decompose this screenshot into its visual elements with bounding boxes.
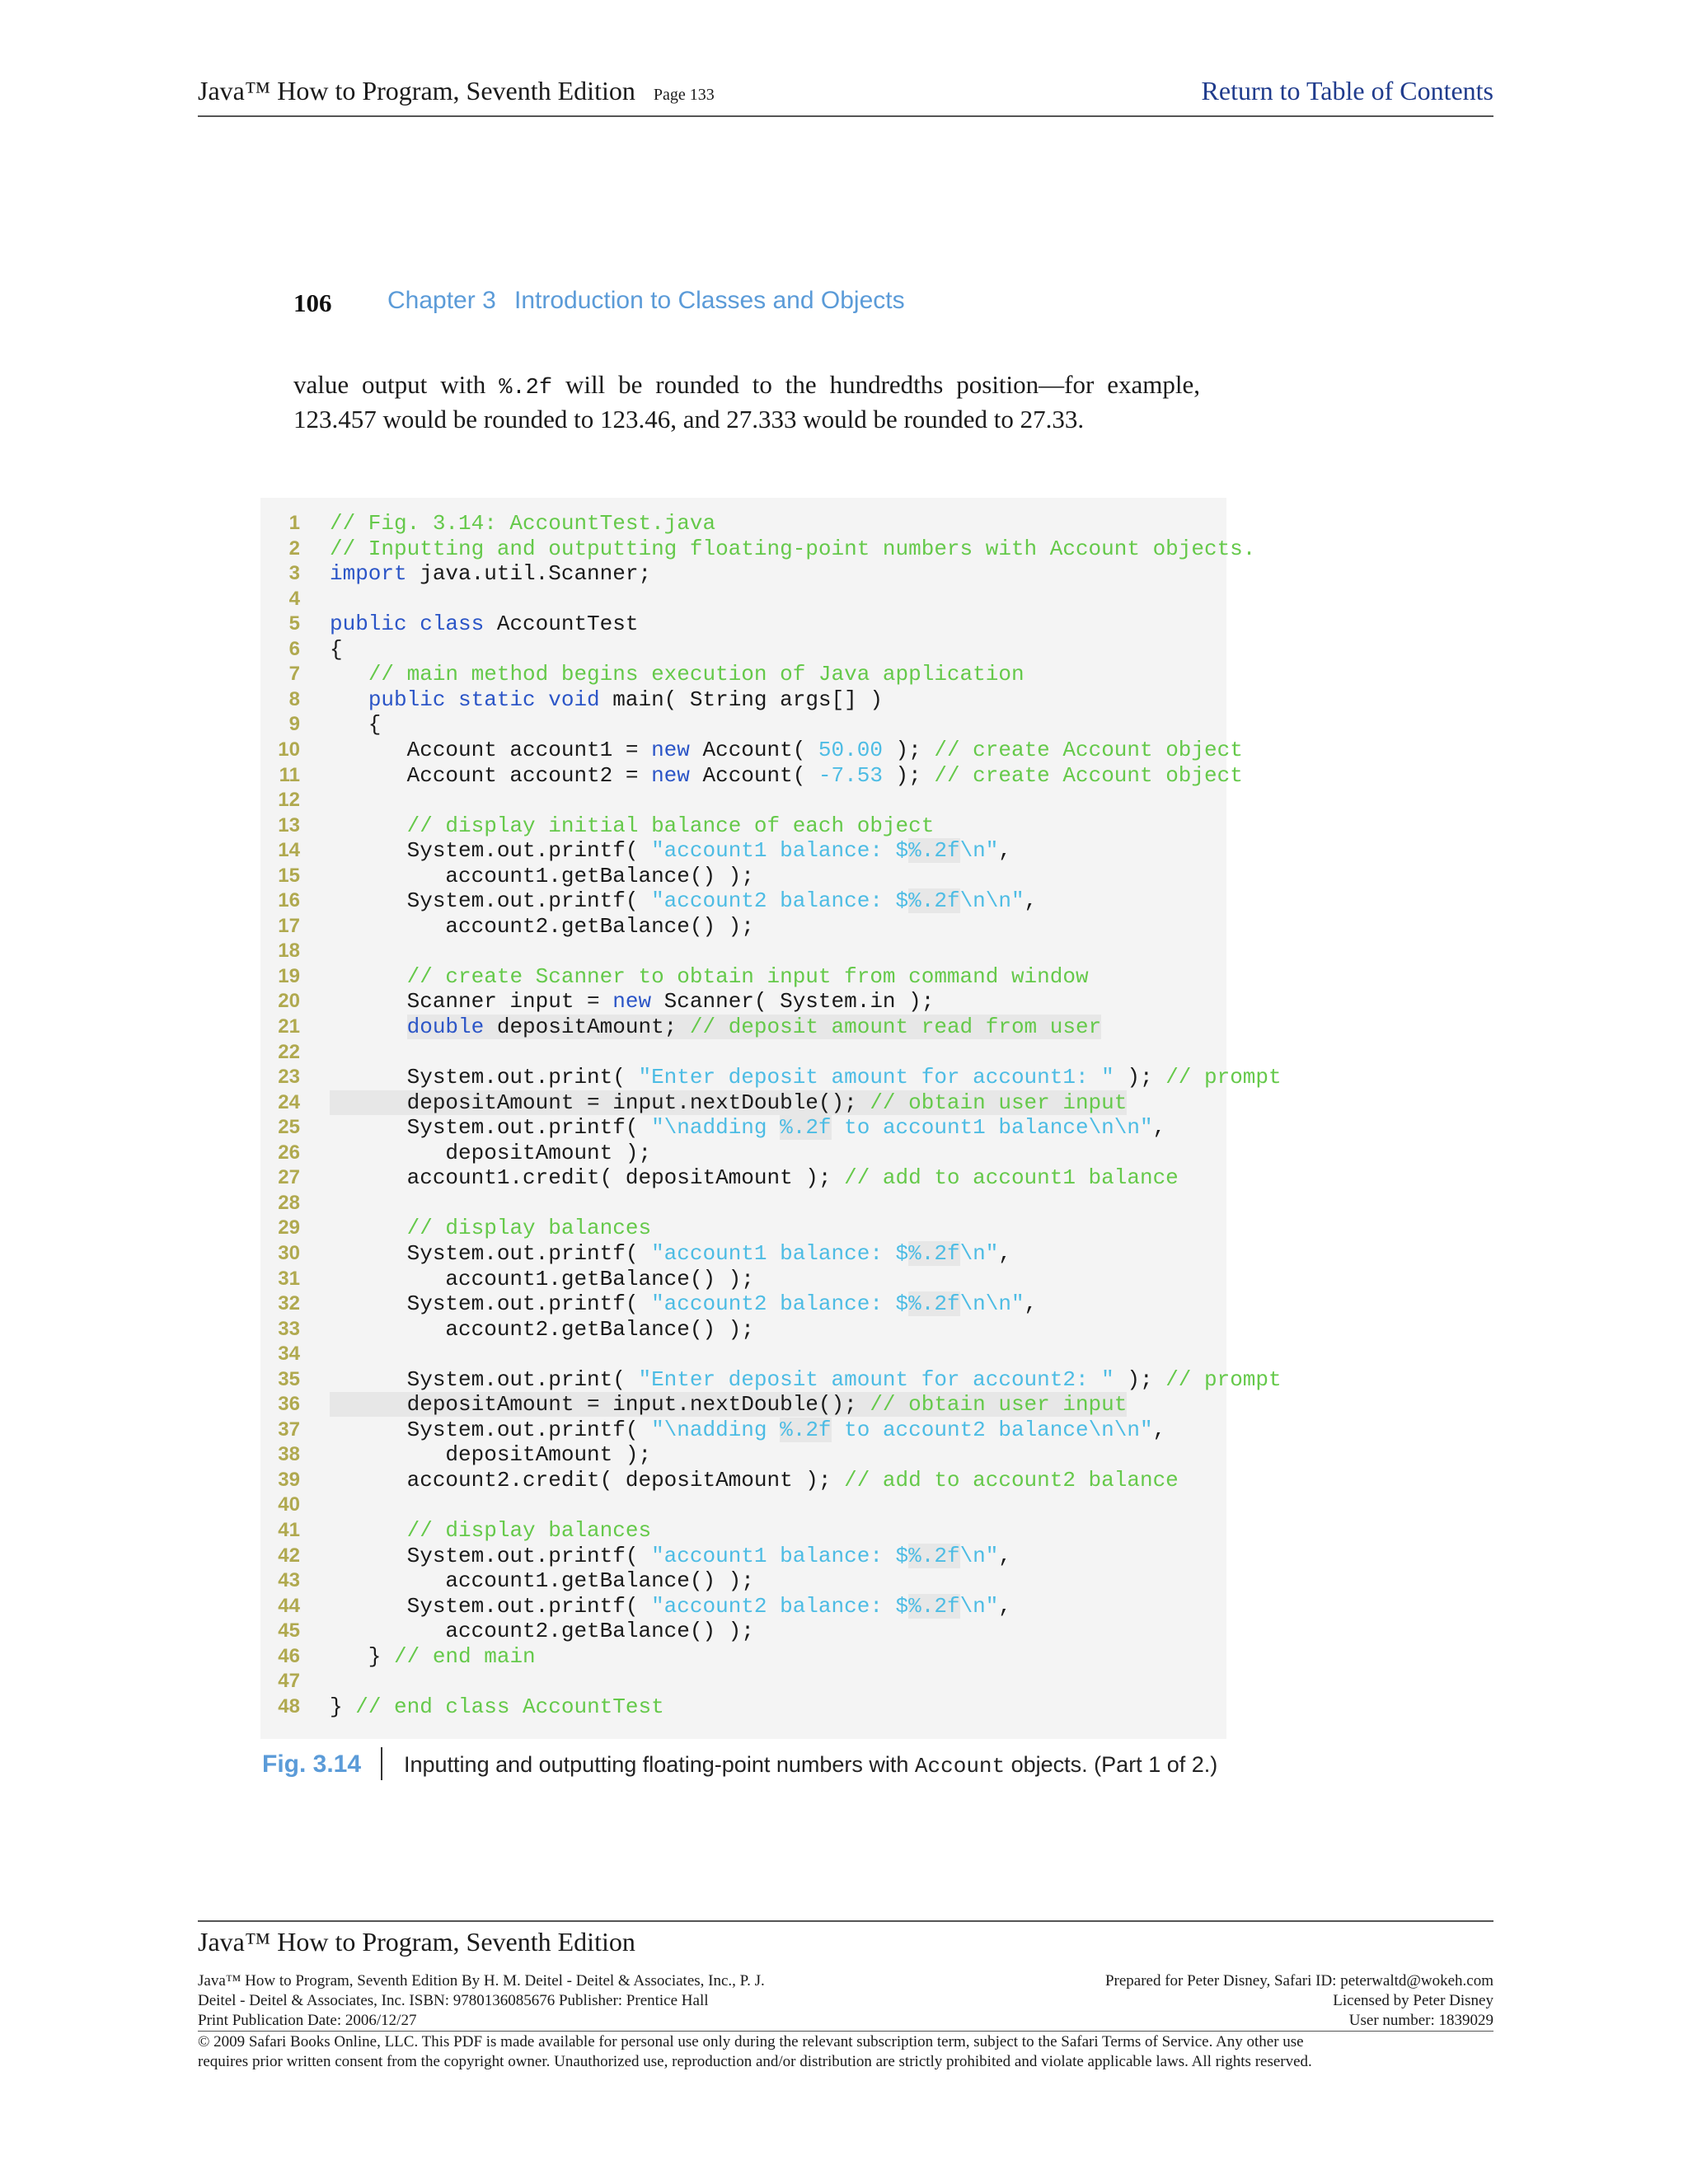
code-token: , — [1024, 888, 1038, 913]
code-line — [272, 1418, 1166, 1442]
code-token: "account2 balance: $ — [651, 1291, 909, 1316]
code-token: System.out.printf( — [330, 838, 652, 863]
code-line — [272, 1165, 1179, 1190]
code-line-text — [330, 662, 1025, 687]
code-line — [272, 1015, 1102, 1039]
code-token: "Enter deposit amount for account2: " — [638, 1367, 1114, 1392]
code-token: %.2f — [908, 1594, 960, 1619]
code-line-text — [330, 1544, 1011, 1568]
page-number: 106 — [293, 288, 332, 317]
footer-rule-top — [198, 1920, 1493, 1922]
code-line — [272, 1644, 536, 1669]
code-line-text — [330, 511, 715, 536]
code-line-text — [330, 537, 1255, 561]
code-line-number: 34 — [278, 1343, 300, 1365]
code-line-number: 26 — [278, 1141, 300, 1164]
code-line-number: 1 — [288, 512, 300, 534]
code-line-number: 22 — [278, 1041, 300, 1063]
code-token: %.2f — [780, 1115, 832, 1140]
code-token — [330, 813, 407, 838]
code-line — [272, 1442, 652, 1467]
code-line-number: 9 — [288, 713, 300, 735]
code-token: %.2f — [780, 1418, 832, 1442]
code-token: depositAmount = input.nextDouble(); — [330, 1392, 870, 1417]
code-token: account1.getBalance() ); — [330, 864, 754, 888]
code-token — [330, 964, 407, 989]
code-line-number: 39 — [278, 1469, 300, 1491]
code-line-text — [330, 712, 381, 737]
code-token: account1.getBalance() ); — [330, 1568, 754, 1593]
code-line-number: 47 — [278, 1670, 300, 1692]
code-token: -7.53 — [818, 763, 883, 788]
code-line — [272, 1544, 1011, 1568]
code-line-number: 43 — [278, 1569, 300, 1591]
code-line-number: 42 — [278, 1544, 300, 1567]
code-token: // end class AccountTest — [355, 1694, 664, 1719]
code-line-number: 38 — [278, 1443, 300, 1465]
code-line-text — [330, 1216, 651, 1240]
code-token: // prompt — [1165, 1367, 1282, 1392]
code-token: "account2 balance: $ — [651, 888, 909, 913]
code-token: \n" — [959, 838, 999, 863]
code-line — [272, 1040, 300, 1065]
code-token: %.2f — [908, 1291, 960, 1316]
code-token: java.util.Scanner; — [406, 561, 652, 586]
code-token: main( String args[] ) — [599, 687, 883, 712]
code-line-number: 16 — [278, 889, 300, 912]
code-token: { — [330, 712, 382, 737]
code-line-text — [330, 738, 1243, 762]
code-line-text — [330, 1518, 651, 1543]
code-line-number: 46 — [278, 1645, 300, 1667]
code-line-number: 19 — [278, 965, 300, 987]
code-token: ); — [1114, 1065, 1166, 1090]
code-line-number: 37 — [278, 1418, 300, 1441]
code-token: // display balances — [406, 1216, 652, 1240]
code-line — [272, 1342, 300, 1366]
code-token: // end main — [394, 1644, 536, 1669]
code-line — [272, 1090, 1128, 1115]
code-line — [272, 1568, 754, 1593]
code-line — [272, 1493, 300, 1517]
code-line — [272, 537, 1256, 561]
code-token: System.out.printf( — [330, 888, 652, 913]
code-token: // display balances — [406, 1518, 652, 1543]
header-title-text: Java™ How to Program, Seventh Edition — [198, 76, 635, 105]
code-line-text — [330, 687, 883, 712]
code-line-text — [330, 1317, 754, 1342]
code-line-text — [330, 561, 651, 586]
code-token: System.out.printf( — [330, 1115, 652, 1140]
code-line-text — [330, 1090, 1127, 1115]
code-token — [330, 687, 368, 712]
code-token: , — [1152, 1418, 1166, 1442]
code-token: System.out.printf( — [330, 1241, 652, 1266]
code-token: \n" — [959, 1544, 999, 1568]
code-line — [272, 1619, 754, 1643]
code-token: , — [998, 1241, 1011, 1266]
code-line — [272, 1216, 652, 1240]
figure-label: Fig. 3.14 — [262, 1750, 362, 1778]
code-line-text — [330, 1241, 1011, 1266]
code-line-number: 21 — [278, 1015, 300, 1038]
code-line-text — [330, 1468, 1179, 1493]
code-token: // display initial balance of each object — [406, 813, 935, 838]
code-token: , — [1152, 1115, 1166, 1140]
code-token: public static void — [368, 687, 600, 712]
code-token: to account1 balance\n\n" — [831, 1115, 1153, 1140]
code-token: account2.getBalance() ); — [330, 914, 754, 939]
code-token: // create Account object — [934, 738, 1243, 762]
toc-link[interactable]: Return to Table of Contents — [1201, 76, 1493, 105]
code-line-number: 36 — [278, 1393, 300, 1415]
code-token — [330, 1518, 407, 1543]
code-line-number: 35 — [278, 1368, 300, 1390]
figure-caption — [404, 1752, 1217, 1779]
code-line — [272, 738, 1243, 762]
code-token: new — [612, 989, 652, 1014]
code-token: } — [330, 1644, 395, 1669]
code-token: \n" — [959, 1594, 999, 1619]
code-line-text — [330, 1694, 664, 1719]
code-line — [272, 838, 1011, 863]
code-line-text — [330, 1594, 1011, 1619]
code-line-number: 48 — [278, 1695, 300, 1718]
footer-left-line-2: Deitel - Deitel & Associates, Inc. ISBN: 9780136085676 Publisher: Prentice Hall — [198, 1992, 709, 2009]
code-token: %.2f — [908, 1241, 960, 1266]
code-token: account1.credit( depositAmount ); — [330, 1165, 845, 1190]
para-inline-code: %.2f — [499, 376, 553, 401]
code-line-text — [330, 888, 1037, 913]
code-line-number: 10 — [278, 738, 300, 761]
code-line — [272, 1392, 1128, 1417]
code-line-text — [330, 989, 934, 1014]
footer-copyright-line-2: requires prior written consent from the copyright owner. Unauthorized use, reproduction and/or distribution are strictly prohibited and violate applicable laws. All rights reserved. — [198, 2053, 1312, 2070]
chapter-label: Chapter 3 — [387, 287, 496, 314]
code-token: System.out.print( — [330, 1367, 639, 1392]
code-line-text — [330, 1392, 1127, 1417]
code-token: // add to account1 balance — [844, 1165, 1179, 1190]
code-token: new — [651, 738, 690, 762]
code-token: Account account1 = — [330, 738, 652, 762]
para-text-a: value output with — [293, 370, 499, 399]
code-token: %.2f — [908, 1544, 960, 1568]
code-line — [272, 914, 754, 939]
code-line-number: 32 — [278, 1292, 300, 1315]
code-line — [272, 712, 382, 737]
code-token: AccountTest — [484, 612, 639, 636]
code-token: %.2f — [908, 888, 960, 913]
code-line-number: 30 — [278, 1242, 300, 1264]
code-line-number: 6 — [288, 638, 300, 660]
code-line-text — [330, 1644, 536, 1669]
code-token: \n" — [959, 1241, 999, 1266]
code-line-number: 28 — [278, 1192, 300, 1214]
caption-divider — [381, 1747, 382, 1780]
code-token: new — [651, 763, 690, 788]
code-line-number: 23 — [278, 1066, 300, 1088]
code-token: to account2 balance\n\n" — [831, 1418, 1153, 1442]
code-token: "account2 balance: $ — [651, 1594, 909, 1619]
code-line-text — [330, 914, 754, 939]
code-token: // Inputting and outputting floating-point numbers with Account objects. — [330, 537, 1256, 561]
code-line — [272, 1267, 754, 1291]
code-line — [272, 939, 300, 963]
code-line-text — [330, 1291, 1037, 1316]
code-line-number: 17 — [278, 915, 300, 937]
code-token: { — [330, 637, 343, 662]
code-line-text — [330, 1442, 651, 1467]
code-line-number: 3 — [288, 562, 300, 584]
code-line-number: 24 — [278, 1091, 300, 1113]
code-token: import — [330, 561, 407, 586]
code-line — [272, 1468, 1179, 1493]
code-token: account1.getBalance() ); — [330, 1267, 754, 1291]
code-token: \n\n" — [959, 1291, 1025, 1316]
code-token: System.out.printf( — [330, 1291, 652, 1316]
code-line-number: 5 — [288, 612, 300, 635]
code-line-text — [330, 1418, 1165, 1442]
code-token: depositAmount ); — [330, 1141, 652, 1165]
code-token: , — [998, 1594, 1011, 1619]
code-token: System.out.printf( — [330, 1544, 652, 1568]
code-line — [272, 587, 300, 612]
code-line-number: 40 — [278, 1493, 300, 1516]
para-text-b: will be rounded to the hundredths position—for example, — [552, 370, 1200, 399]
code-token: "account1 balance: $ — [651, 1241, 909, 1266]
code-token: "Enter deposit amount for account1: " — [638, 1065, 1114, 1090]
code-line — [272, 989, 935, 1014]
code-line — [272, 813, 935, 838]
code-line — [272, 1367, 1282, 1392]
code-token: // prompt — [1165, 1065, 1282, 1090]
code-line-number: 29 — [278, 1216, 300, 1239]
code-line-number: 25 — [278, 1116, 300, 1138]
code-line-number: 8 — [288, 688, 300, 710]
code-token: 50.00 — [818, 738, 883, 762]
chapter-title: Introduction to Classes and Objects — [514, 287, 905, 314]
header-rule — [198, 115, 1493, 117]
code-line-text — [330, 1115, 1165, 1140]
code-token: "\nadding — [651, 1115, 781, 1140]
code-line — [272, 637, 343, 662]
footer-right-line-2: Licensed by Peter Disney — [1333, 1992, 1493, 2009]
code-line — [272, 1317, 754, 1342]
code-token: account2.getBalance() ); — [330, 1619, 754, 1643]
footer-right-line-3: User number: 1839029 — [1348, 2012, 1493, 2029]
code-line-text — [330, 1367, 1282, 1392]
code-token: depositAmount = input.nextDouble(); — [330, 1090, 870, 1115]
code-line — [272, 788, 300, 813]
code-token: Scanner input = — [330, 989, 613, 1014]
footer-left-line-1: Java™ How to Program, Seventh Edition By H. M. Deitel - Deitel & Associates, Inc., P. J. — [198, 1972, 765, 1990]
code-token: , — [998, 838, 1011, 863]
code-token: public class — [330, 612, 485, 636]
code-token: Account( — [689, 763, 818, 788]
code-line-number: 27 — [278, 1166, 300, 1188]
code-line — [272, 1518, 652, 1543]
code-token: "\nadding — [651, 1418, 781, 1442]
code-line-text — [330, 1267, 754, 1291]
code-line-number: 12 — [278, 789, 300, 811]
code-line — [272, 687, 883, 712]
code-token: // Fig. 3.14: AccountTest.java — [330, 511, 716, 536]
code-line-text — [330, 1141, 651, 1165]
code-line-number: 13 — [278, 814, 300, 837]
code-token: } — [330, 1694, 356, 1719]
code-line-number: 33 — [278, 1318, 300, 1340]
code-token: double — [406, 1015, 485, 1039]
code-line-text — [330, 864, 754, 888]
code-line-text — [330, 813, 934, 838]
header-book-title — [198, 76, 715, 106]
code-token: System.out.printf( — [330, 1594, 652, 1619]
footer-rule-bottom — [198, 2031, 1493, 2032]
code-token: \n\n" — [959, 888, 1025, 913]
code-line — [272, 1291, 1038, 1316]
code-line-text — [330, 763, 1243, 788]
code-line-number: 11 — [279, 764, 300, 786]
code-token: Scanner( System.in ); — [651, 989, 935, 1014]
code-line — [272, 1065, 1282, 1090]
code-line — [272, 1669, 300, 1694]
code-line-text — [330, 1015, 1101, 1039]
code-line — [272, 1115, 1166, 1140]
code-token: // add to account2 balance — [844, 1468, 1179, 1493]
caption-text-b: objects. (Part 1 of 2.) — [1005, 1752, 1218, 1777]
code-line — [272, 964, 1089, 989]
code-line-text — [330, 1619, 754, 1643]
code-token: System.out.print( — [330, 1065, 639, 1090]
code-line-text — [330, 612, 638, 636]
code-line-number: 2 — [288, 537, 300, 560]
code-token: ); — [882, 763, 935, 788]
paragraph-line-2: 123.457 would be rounded to 123.46, and 27.333 would be rounded to 27.33. — [293, 405, 1085, 434]
code-token: // obtain user input — [870, 1392, 1128, 1417]
code-line — [272, 888, 1038, 913]
code-line-number: 14 — [278, 839, 300, 861]
code-line-text — [330, 838, 1011, 863]
code-token: ); — [882, 738, 935, 762]
code-token: ); — [1114, 1367, 1166, 1392]
caption-text-a: Inputting and outputting floating-point numbers with — [404, 1752, 915, 1777]
footer-left-line-3: Print Publication Date: 2006/12/27 — [198, 2012, 417, 2029]
code-line-number: 41 — [278, 1519, 300, 1541]
code-token: System.out.printf( — [330, 1418, 652, 1442]
code-line-number: 4 — [288, 588, 300, 610]
code-token: "account1 balance: $ — [651, 1544, 909, 1568]
code-line-text — [330, 637, 343, 662]
code-token: // main method begins execution of Java application — [368, 662, 1025, 687]
paragraph-line-1 — [293, 369, 1200, 404]
code-line — [272, 1191, 300, 1216]
code-line — [272, 561, 652, 586]
code-token: depositAmount ); — [330, 1442, 652, 1467]
code-token: Account( — [689, 738, 818, 762]
code-line-number: 7 — [288, 663, 300, 685]
code-line-text — [330, 1165, 1179, 1190]
code-token: Account account2 = — [330, 763, 652, 788]
code-line-number: 18 — [278, 940, 300, 962]
code-line — [272, 1141, 652, 1165]
body-paragraph — [293, 369, 1200, 434]
code-line-text — [330, 964, 1089, 989]
code-token: depositAmount; — [484, 1015, 690, 1039]
code-token — [330, 1216, 407, 1240]
code-token: account2.credit( depositAmount ); — [330, 1468, 845, 1493]
code-line-number: 44 — [278, 1595, 300, 1617]
code-line-number: 45 — [278, 1619, 300, 1642]
code-line — [272, 1694, 664, 1719]
code-token: // create Account object — [934, 763, 1243, 788]
code-line — [272, 763, 1243, 788]
code-token: // obtain user input — [870, 1090, 1128, 1115]
code-line-number: 15 — [278, 865, 300, 887]
code-line — [272, 662, 1025, 687]
footer-copyright-line-1: © 2009 Safari Books Online, LLC. This PDF is made available for personal use only during the relevant subscription term, subject to the Safari Terms of Service. Any other use — [198, 2033, 1304, 2050]
code-line — [272, 612, 639, 636]
code-line-number: 31 — [278, 1268, 300, 1290]
code-line-number: 20 — [278, 990, 300, 1012]
code-line — [272, 511, 716, 536]
code-token: , — [998, 1544, 1011, 1568]
code-line — [272, 1241, 1011, 1266]
footer-book-title: Java™ How to Program, Seventh Edition — [198, 1927, 635, 1957]
code-token: %.2f — [908, 838, 960, 863]
code-line-text — [330, 1065, 1282, 1090]
code-token: , — [1024, 1291, 1038, 1316]
caption-inline-code: Account — [914, 1754, 1006, 1779]
code-token: account2.getBalance() ); — [330, 1317, 754, 1342]
code-token: // deposit amount read from user — [689, 1015, 1102, 1039]
code-token: "account1 balance: $ — [651, 838, 909, 863]
code-token — [330, 662, 368, 687]
code-line — [272, 1594, 1011, 1619]
header-page-label: Page 133 — [653, 86, 715, 104]
code-token: // create Scanner to obtain input from command window — [406, 964, 1089, 989]
code-line — [272, 864, 754, 888]
code-line-text — [330, 1568, 754, 1593]
code-token — [330, 1015, 407, 1039]
footer-right-line-1: Prepared for Peter Disney, Safari ID: peterwaltd@wokeh.com — [1104, 1972, 1493, 1990]
